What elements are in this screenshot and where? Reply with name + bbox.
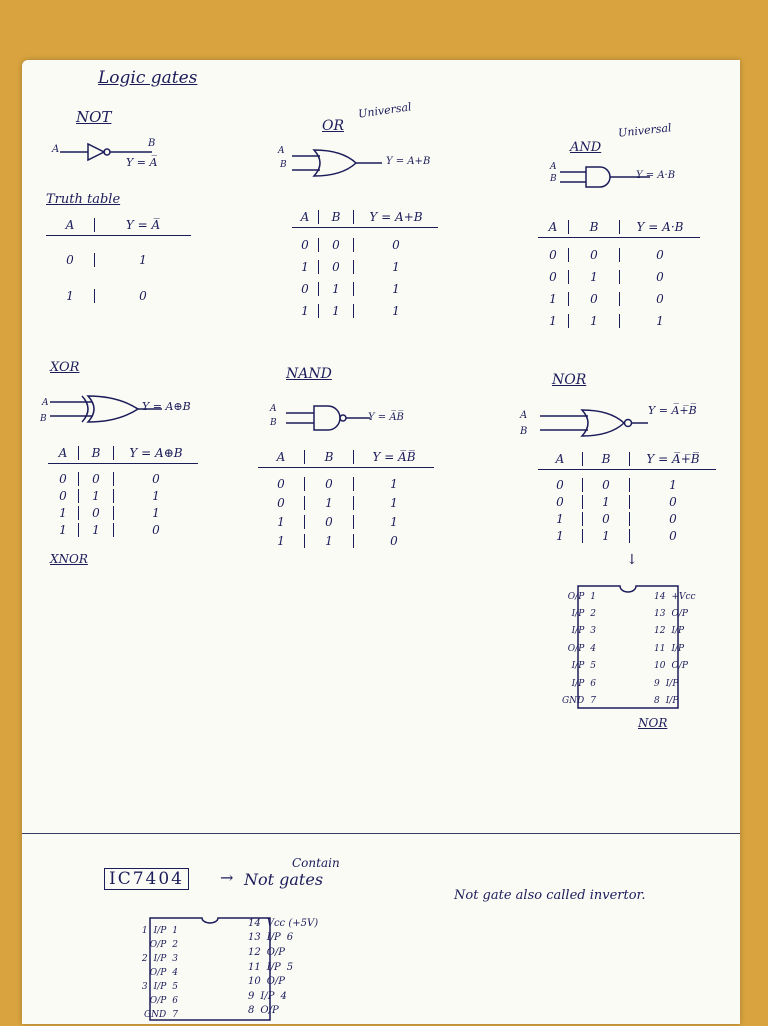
tt-cell: 0 bbox=[94, 289, 191, 303]
pin-row bbox=[654, 692, 744, 709]
pin-row bbox=[94, 980, 178, 994]
tt-cell: 1 bbox=[66, 289, 74, 303]
pin-label: 3 bbox=[141, 982, 148, 992]
tt-cell: 0 bbox=[629, 529, 716, 543]
tt-header: A bbox=[548, 220, 558, 234]
ic7404-right-pins bbox=[248, 916, 408, 1018]
pin-label: O/P bbox=[671, 609, 688, 620]
table-row bbox=[48, 504, 198, 521]
pin-label: 11 bbox=[248, 961, 261, 973]
tt-header: A bbox=[300, 210, 310, 224]
table-row bbox=[292, 278, 438, 300]
tt-cell: 0 bbox=[277, 495, 285, 510]
tt-cell: 0 bbox=[353, 534, 434, 548]
and-input-b: B bbox=[550, 174, 557, 184]
pin-row bbox=[248, 989, 408, 1004]
or-expression: Y = A+B bbox=[386, 156, 431, 167]
pin-label: 3 bbox=[172, 954, 178, 964]
tt-cell: 0 bbox=[549, 248, 557, 262]
pin-row bbox=[248, 960, 408, 975]
tt-cell: 1 bbox=[318, 282, 353, 296]
pin-label: 6 bbox=[172, 996, 178, 1006]
tt-cell: 0 bbox=[353, 238, 438, 252]
tt-cell: 1 bbox=[582, 529, 629, 543]
pin-label: O/P bbox=[149, 996, 167, 1006]
tt-cell: 0 bbox=[59, 471, 67, 486]
pin-label: 14 bbox=[248, 917, 261, 929]
tt-cell: 1 bbox=[59, 505, 67, 520]
section-divider bbox=[22, 833, 740, 834]
tt-cell: 1 bbox=[301, 304, 309, 318]
and-input-a: A bbox=[550, 162, 557, 172]
pin-label: 4 bbox=[280, 990, 287, 1002]
pin-label: 9 bbox=[654, 678, 660, 689]
or-input-b: B bbox=[280, 160, 287, 170]
tt-cell: 0 bbox=[549, 270, 557, 284]
table-row bbox=[46, 278, 191, 314]
not-title: NOT bbox=[76, 108, 112, 126]
table-row bbox=[538, 510, 716, 527]
tt-header: B bbox=[582, 452, 629, 466]
table-row bbox=[538, 310, 700, 332]
pin-label: I/P bbox=[153, 926, 167, 936]
pin-row bbox=[248, 974, 408, 989]
tt-cell: 0 bbox=[304, 515, 353, 529]
pin-label: 5 bbox=[286, 961, 294, 973]
pin-label: 4 bbox=[172, 968, 178, 978]
table-row bbox=[538, 493, 716, 510]
pin-label: I/P bbox=[260, 990, 275, 1002]
pin-label: +Vcc bbox=[671, 591, 696, 602]
table-row bbox=[292, 256, 438, 278]
pin-row bbox=[94, 924, 178, 938]
tt-cell: 0 bbox=[113, 523, 198, 537]
pin-label: 12 bbox=[248, 946, 261, 958]
pin-row bbox=[94, 952, 178, 966]
pin-row bbox=[536, 623, 596, 640]
pin-label: 1 bbox=[141, 926, 148, 936]
tt-header: A bbox=[65, 218, 75, 232]
tt-cell: 1 bbox=[568, 314, 619, 328]
or-universal-tag: Universal bbox=[357, 100, 413, 121]
pin-label: O/P bbox=[567, 591, 585, 602]
pin-label: 2 bbox=[590, 609, 596, 620]
ic7404-side-note: Not gate also called invertor. bbox=[454, 888, 646, 903]
pin-label: 6 bbox=[286, 932, 294, 944]
tt-cell: 1 bbox=[353, 496, 434, 510]
tt-cell: 0 bbox=[318, 260, 353, 274]
ic7404-left-pins bbox=[94, 924, 178, 1022]
pin-row bbox=[654, 605, 744, 622]
pin-label: I/P bbox=[671, 626, 685, 637]
tt-cell: 0 bbox=[568, 248, 619, 262]
tt-cell: 1 bbox=[59, 522, 67, 537]
pin-label: I/P bbox=[153, 982, 167, 992]
tt-header: A bbox=[58, 446, 68, 460]
tt-header: B bbox=[78, 446, 113, 460]
tt-cell: 1 bbox=[549, 292, 557, 306]
pin-label: 7 bbox=[590, 696, 596, 707]
pin-label: GND bbox=[143, 1010, 167, 1020]
pin-row bbox=[654, 588, 744, 605]
pin-row bbox=[654, 658, 744, 675]
tt-cell: 0 bbox=[629, 495, 716, 509]
not-output-label: B bbox=[148, 138, 156, 149]
and-expression: Y = A·B bbox=[636, 170, 676, 181]
pin-label: 11 bbox=[654, 643, 666, 654]
tt-cell: 1 bbox=[277, 514, 285, 529]
table-row bbox=[48, 521, 198, 538]
table-row bbox=[538, 244, 700, 266]
pin-label: 5 bbox=[590, 661, 596, 672]
tt-cell: 1 bbox=[582, 495, 629, 509]
not-truth-table-title: Truth table bbox=[46, 192, 121, 207]
pin-label: I/P bbox=[571, 626, 585, 637]
pin-label: I/P bbox=[665, 678, 679, 689]
ic7404-title: IC7404 bbox=[104, 868, 189, 890]
tt-cell: 1 bbox=[619, 314, 700, 328]
pin-row bbox=[248, 945, 408, 960]
nor-input-a: A bbox=[520, 410, 528, 421]
not-input-label: A bbox=[52, 144, 60, 155]
tt-cell: 0 bbox=[301, 282, 309, 296]
pin-row bbox=[536, 640, 596, 657]
pin-label: Vcc (+5V) bbox=[266, 917, 319, 929]
tt-cell: 0 bbox=[619, 248, 700, 262]
xor-input-a: A bbox=[42, 398, 49, 408]
pin-label: O/P bbox=[266, 976, 286, 988]
tt-cell: 1 bbox=[353, 515, 434, 529]
pin-label: I/P bbox=[571, 661, 585, 672]
nand-expression: Y = A̅B̅ bbox=[368, 412, 404, 423]
nor-ic-right-pins bbox=[654, 588, 744, 710]
tt-cell: 1 bbox=[304, 496, 353, 510]
pin-label: 13 bbox=[654, 609, 666, 620]
table-row bbox=[292, 300, 438, 322]
not-truth-table bbox=[46, 218, 191, 314]
pin-label: 4 bbox=[590, 643, 596, 654]
or-title: OR bbox=[322, 118, 345, 134]
table-row bbox=[258, 531, 434, 550]
tt-cell: 0 bbox=[582, 512, 629, 526]
tt-cell: 1 bbox=[113, 489, 198, 503]
pin-label: I/P bbox=[266, 961, 281, 973]
tt-cell: 0 bbox=[113, 472, 198, 486]
nand-input-b: B bbox=[270, 418, 277, 428]
or-truth-table bbox=[292, 210, 438, 322]
tt-cell: 0 bbox=[318, 238, 353, 252]
nor-expression: Y = A̅+̅B̅ bbox=[648, 404, 697, 417]
pin-row bbox=[94, 966, 178, 980]
or-input-a: A bbox=[278, 146, 285, 156]
pin-label: I/P bbox=[671, 643, 685, 654]
pin-label: 12 bbox=[654, 626, 666, 637]
tt-cell: 1 bbox=[556, 511, 564, 526]
xor-truth-table bbox=[48, 446, 198, 538]
tt-cell: 1 bbox=[353, 260, 438, 274]
pin-label: 8 bbox=[248, 1005, 255, 1017]
table-row bbox=[292, 234, 438, 256]
pin-row bbox=[536, 675, 596, 692]
tt-cell: 0 bbox=[582, 478, 629, 492]
pin-label: 10 bbox=[654, 661, 666, 672]
table-row bbox=[48, 487, 198, 504]
tt-cell: 0 bbox=[66, 253, 74, 267]
pin-row bbox=[94, 1008, 178, 1022]
tt-cell: 1 bbox=[353, 477, 434, 491]
tt-cell: 1 bbox=[78, 523, 113, 537]
pin-row bbox=[94, 994, 178, 1008]
pin-label: O/P bbox=[671, 661, 688, 672]
tt-cell: 1 bbox=[549, 314, 557, 328]
pin-label: 5 bbox=[172, 982, 178, 992]
pin-row bbox=[248, 931, 408, 946]
nor-ic-label: NOR bbox=[638, 716, 668, 730]
tt-cell: 1 bbox=[301, 260, 309, 274]
table-row bbox=[258, 512, 434, 531]
pin-label: I/P bbox=[266, 932, 281, 944]
tt-cell: 1 bbox=[353, 304, 438, 318]
pin-label: I/P bbox=[665, 696, 679, 707]
pin-label: 1 bbox=[172, 926, 178, 936]
pin-label: 8 bbox=[654, 696, 660, 707]
tt-header: Y = A̅+̅B̅ bbox=[629, 452, 716, 466]
pin-label: GND bbox=[561, 696, 585, 707]
ic7404-contain-note: Contain bbox=[292, 856, 340, 870]
pin-label: 9 bbox=[248, 990, 255, 1002]
pin-label: 6 bbox=[590, 678, 596, 689]
nor-input-b: B bbox=[520, 426, 528, 437]
nand-title: NAND bbox=[286, 366, 332, 382]
table-row bbox=[538, 527, 716, 544]
pin-row bbox=[536, 605, 596, 622]
page-title: Logic gates bbox=[98, 68, 198, 88]
tt-cell: 1 bbox=[94, 253, 191, 267]
tt-header: A bbox=[555, 452, 565, 466]
nor-ic-left-pins bbox=[536, 588, 596, 710]
pin-label: 2 bbox=[141, 954, 148, 964]
tt-header: Y = A̅B̅ bbox=[353, 450, 434, 464]
nand-input-a: A bbox=[270, 404, 277, 414]
pin-row bbox=[248, 1004, 408, 1019]
tt-cell: 0 bbox=[629, 512, 716, 526]
pin-label: 7 bbox=[172, 1010, 178, 1020]
pin-label: 13 bbox=[248, 932, 261, 944]
pin-label: I/P bbox=[571, 678, 585, 689]
tt-cell: 1 bbox=[629, 478, 716, 492]
tt-header: Y = A̅ bbox=[94, 218, 191, 232]
tt-cell: 1 bbox=[353, 282, 438, 296]
table-row bbox=[538, 266, 700, 288]
not-expression: Y = A̅ bbox=[126, 156, 158, 169]
and-title: AND bbox=[570, 140, 602, 155]
tt-cell: 0 bbox=[304, 477, 353, 491]
table-row bbox=[258, 493, 434, 512]
table-row bbox=[538, 288, 700, 310]
table-row bbox=[258, 474, 434, 493]
xor-input-b: B bbox=[40, 414, 47, 424]
pin-label: 3 bbox=[590, 626, 596, 637]
tt-cell: 0 bbox=[568, 292, 619, 306]
tt-cell: 1 bbox=[568, 270, 619, 284]
tt-cell: 0 bbox=[277, 476, 285, 491]
tt-header: Y = A+B bbox=[353, 210, 438, 224]
nor-title: NOR bbox=[552, 372, 587, 388]
tt-header: Y = A⊕B bbox=[113, 446, 198, 460]
notebook-page bbox=[22, 60, 740, 1024]
xnor-title: XNOR bbox=[50, 552, 88, 566]
tt-cell: 1 bbox=[277, 533, 285, 548]
tt-cell: 0 bbox=[78, 472, 113, 486]
pin-label: 2 bbox=[172, 940, 178, 950]
pin-row bbox=[248, 916, 408, 931]
pin-label: 14 bbox=[654, 591, 666, 602]
pin-label: I/P bbox=[571, 609, 585, 620]
tt-cell: 0 bbox=[59, 488, 67, 503]
pin-label: O/P bbox=[149, 968, 167, 978]
tt-cell: 0 bbox=[619, 270, 700, 284]
pin-label: 10 bbox=[248, 976, 261, 988]
table-row bbox=[48, 470, 198, 487]
xor-title: XOR bbox=[50, 360, 80, 375]
down-arrow-icon: ↓ bbox=[626, 552, 638, 568]
pin-row bbox=[654, 623, 744, 640]
and-truth-table bbox=[538, 220, 700, 332]
pin-label: O/P bbox=[567, 643, 585, 654]
tt-cell: 0 bbox=[556, 494, 564, 509]
ic7404-arrow-text: Not gates bbox=[244, 870, 324, 889]
nand-truth-table bbox=[258, 450, 434, 550]
table-row bbox=[538, 476, 716, 493]
tt-cell: 0 bbox=[78, 506, 113, 520]
tt-cell: 1 bbox=[113, 506, 198, 520]
pin-row bbox=[654, 640, 744, 657]
xor-expression: Y = A⊕B bbox=[142, 400, 191, 413]
tt-header: B bbox=[304, 450, 353, 464]
pin-row bbox=[654, 675, 744, 692]
tt-header: Y = A·B bbox=[619, 220, 700, 234]
pin-row bbox=[536, 692, 596, 709]
tt-cell: 0 bbox=[556, 477, 564, 492]
tt-header: A bbox=[276, 450, 286, 464]
tt-header: B bbox=[568, 220, 619, 234]
pin-row bbox=[536, 658, 596, 675]
tt-header: B bbox=[318, 210, 353, 224]
table-row bbox=[46, 242, 191, 278]
tt-cell: 1 bbox=[556, 528, 564, 543]
pin-label: 1 bbox=[590, 591, 596, 602]
pin-label: O/P bbox=[266, 946, 286, 958]
arrow-right-icon: → bbox=[220, 868, 234, 887]
pin-row bbox=[536, 588, 596, 605]
and-universal-tag: Universal bbox=[617, 121, 673, 140]
pin-label: O/P bbox=[260, 1005, 279, 1017]
tt-cell: 0 bbox=[301, 238, 309, 252]
pin-label: I/P bbox=[153, 954, 167, 964]
tt-cell: 1 bbox=[78, 489, 113, 503]
pin-row bbox=[94, 938, 178, 952]
tt-cell: 1 bbox=[304, 534, 353, 548]
nor-truth-table bbox=[538, 452, 716, 544]
pin-label: O/P bbox=[149, 940, 167, 950]
or-gate-symbol bbox=[278, 146, 388, 184]
tt-cell: 0 bbox=[619, 292, 700, 306]
tt-cell: 1 bbox=[318, 304, 353, 318]
